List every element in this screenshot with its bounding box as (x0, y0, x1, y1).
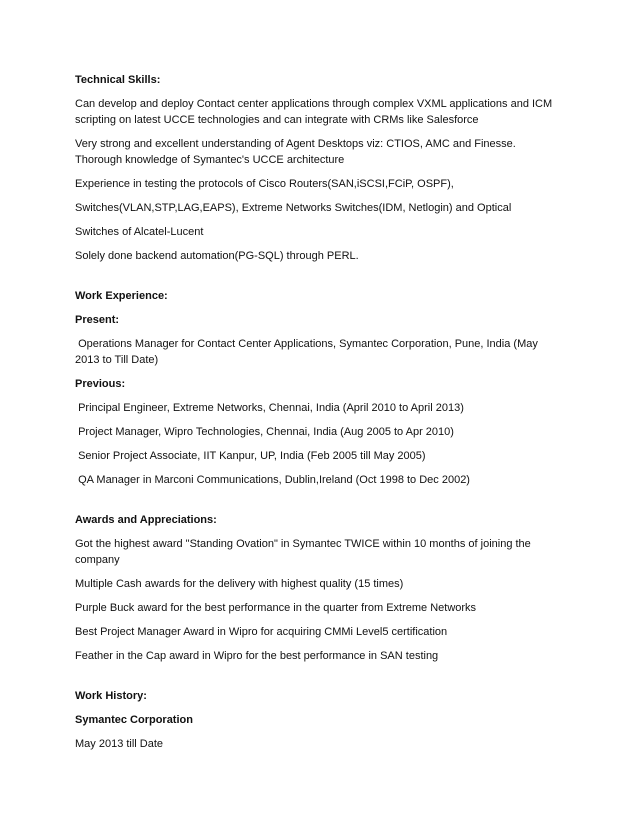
awards-section (75, 512, 565, 664)
skill-item: Very strong and excellent understanding of Agent Desktops viz: CTIOS, AMC and Finesse. Thorough knowledge of Symantec's UCCE architecture (75, 138, 516, 166)
previous-item: Principal Engineer, Extreme Networks, Chennai, India (April 2010 to April 2013) (75, 402, 464, 414)
skill-item: Experience in testing the protocols of Cisco Routers(SAN,iSCSI,FCiP, OSPF), (75, 178, 454, 190)
work-history-section (75, 688, 565, 752)
company-name: Symantec Corporation (75, 714, 193, 726)
previous-item: QA Manager in Marconi Communications, Dublin,Ireland (Oct 1998 to Dec 2002) (75, 474, 470, 486)
work-experience-heading: Work Experience: (75, 290, 168, 302)
technical-skills-section (75, 72, 565, 264)
section-spacer (75, 272, 565, 288)
employment-period: May 2013 till Date (75, 738, 164, 750)
award-item: Multiple Cash awards for the delivery with highest quality (15 times) (75, 578, 404, 590)
previous-item: Project Manager, Wipro Technologies, Chennai, India (Aug 2005 to Apr 2010) (75, 426, 454, 438)
section-spacer (75, 496, 565, 512)
award-item: Best Project Manager Award in Wipro for acquiring CMMi Level5 certification (75, 626, 448, 638)
previous-label: Previous: (75, 378, 126, 390)
present-item: Operations Manager for Contact Center Applications, Symantec Corporation, Pune, India (May 2013 to Till Date) (75, 338, 541, 366)
award-item: Purple Buck award for the best performance in the quarter from Extreme Networks (75, 602, 477, 614)
work-experience-section (75, 288, 565, 488)
resume-page (75, 72, 565, 760)
present-label: Present: (75, 314, 120, 326)
section-spacer (75, 672, 565, 688)
skill-item: Can develop and deploy Contact center applications through complex VXML applications and ICM scripting on latest UCCE technologies and can integrate with CRMs like Salesforce (75, 98, 553, 126)
previous-item: Senior Project Associate, IIT Kanpur, UP, India (Feb 2005 till May 2005) (75, 450, 426, 462)
award-item: Feather in the Cap award in Wipro for the best performance in SAN testing (75, 650, 439, 662)
award-item: Got the highest award "Standing Ovation" in Symantec TWICE within 10 months of joining the company (75, 538, 531, 566)
technical-skills-heading: Technical Skills: (75, 74, 161, 86)
skill-item: Switches(VLAN,STP,LAG,EAPS), Extreme Networks Switches(IDM, Netlogin) and Optical (75, 202, 512, 214)
work-history-heading: Work History: (75, 690, 147, 702)
skill-item: Switches of Alcatel-Lucent (75, 226, 204, 238)
skill-item: Solely done backend automation(PG-SQL) through PERL. (75, 250, 359, 262)
awards-heading: Awards and Appreciations: (75, 514, 217, 526)
